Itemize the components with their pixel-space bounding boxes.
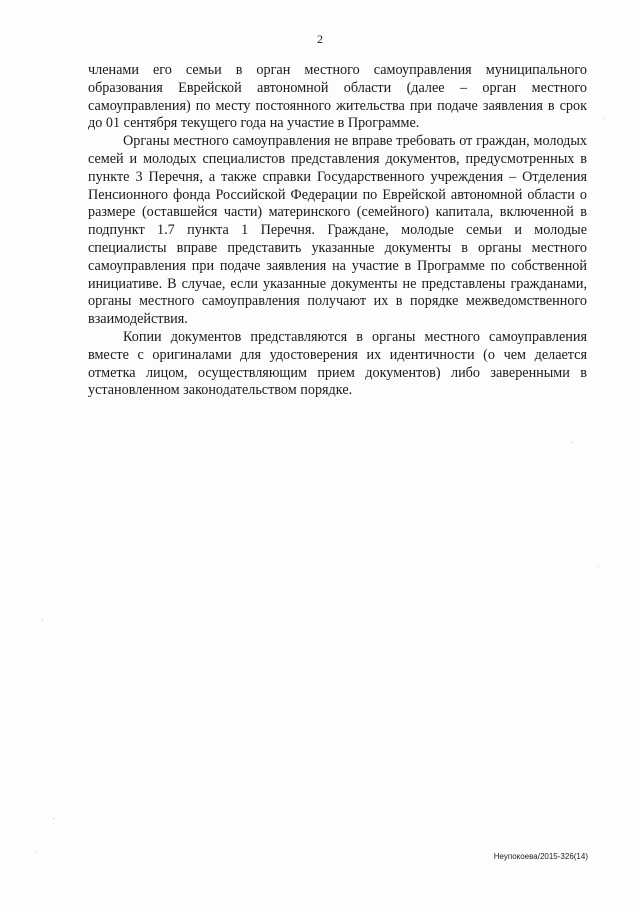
paragraph-local-authorities: Органы местного самоуправления не вправе требовать от граждан, молодых семей и молодых специалистов представления документов, предусмотренных в пункте 3 Перечня, а также справки Государственного учреждения – Отделения Пенсионного фонда Российской Федерации по Еврейской автономной области о размере (оставшейся части) материнского (семейного) капитала, включенной в подпункт 1.7 пункта 1 Перечня. Граждане, молодые семьи и молодые специалисты вправе представить указанные документы в органы местного самоуправления при подаче заявления на участие в Программе по собственной инициативе. В случае, если указанные документы не представлены гражданами, органы местного самоуправления получают их в порядке межведомственного взаимодействия.: [88, 133, 587, 328]
scan-speck: [36, 852, 37, 853]
scan-speck: [572, 442, 573, 443]
footer-document-code: Неупокоева/2015-326(14): [493, 852, 588, 861]
paragraph-document-copies: Копии документов представляются в органы местного самоуправления вместе с оригиналами для удостоверения их идентичности (о чем делается отметка лицом, осуществляющим прием документов) либо заверенными в установленном законодательством порядке.: [88, 328, 587, 399]
scan-speck: [42, 620, 43, 621]
scan-speck: [604, 118, 605, 119]
scan-speck: [598, 566, 599, 567]
page-number: 2: [317, 32, 323, 46]
paragraph-continuation: членами его семьи в орган местного самоуправления муниципального образования Еврейской автономной области (далее – орган местного самоуправления) по месту постоянного жительства при подаче заявления в срок до 01 сентября текущего года на участие в Программе.: [88, 62, 587, 132]
scan-speck: [53, 818, 54, 819]
document-body: [88, 62, 587, 400]
